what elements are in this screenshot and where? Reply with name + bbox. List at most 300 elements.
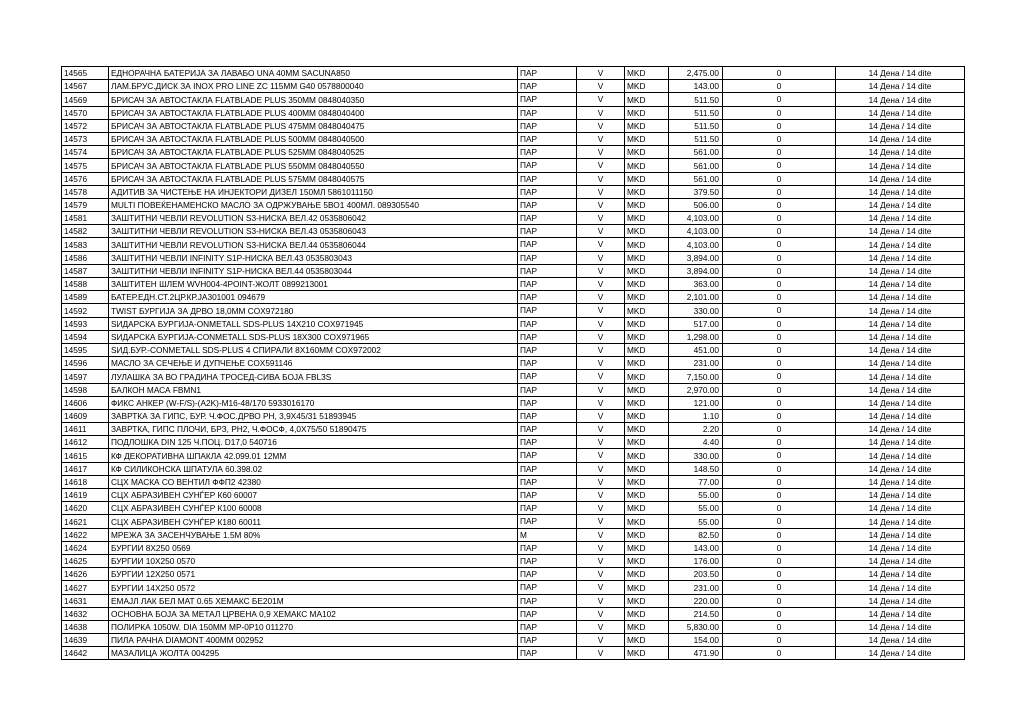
delivery-term: 14 Дена / 14 dite — [836, 475, 965, 488]
vat-flag: V — [577, 67, 625, 80]
item-code: 14597 — [62, 370, 109, 383]
table-row — [62, 225, 965, 238]
table-row — [62, 119, 965, 132]
unit-price: 330.00 — [669, 304, 723, 317]
currency: MKD — [625, 515, 669, 528]
table-row — [62, 264, 965, 277]
item-code: 14583 — [62, 238, 109, 251]
delivery-term: 14 Дена / 14 dite — [836, 146, 965, 159]
unit-price: 379.50 — [669, 185, 723, 198]
delivery-term: 14 Дена / 14 dite — [836, 317, 965, 330]
delivery-term: 14 Дена / 14 dite — [836, 423, 965, 436]
unit-of-measure: ПАР — [518, 409, 577, 422]
vat-flag: V — [577, 515, 625, 528]
vat-flag: V — [577, 212, 625, 225]
item-code: 14573 — [62, 132, 109, 145]
table-row — [62, 462, 965, 475]
unit-price: 471.90 — [669, 647, 723, 660]
quantity: 0 — [723, 370, 836, 383]
item-description: МАСЛО ЗА СЕЧЕЊЕ И ДУПЧЕЊЕ COX591146 — [109, 357, 518, 370]
unit-of-measure: ПАР — [518, 185, 577, 198]
item-description: БУРГИИ 14Х250 0572 — [109, 581, 518, 594]
table-row — [62, 212, 965, 225]
unit-of-measure: ПАР — [518, 317, 577, 330]
item-description: СЦХ АБРАЗИВЕН СУНЃЕР К100 60008 — [109, 502, 518, 515]
item-code: 14639 — [62, 634, 109, 647]
unit-price: 55.00 — [669, 489, 723, 502]
unit-of-measure: ПАР — [518, 594, 577, 607]
item-code: 14632 — [62, 607, 109, 620]
table-row — [62, 449, 965, 462]
quantity: 0 — [723, 146, 836, 159]
table-row — [62, 370, 965, 383]
currency: MKD — [625, 581, 669, 594]
unit-of-measure: ПАР — [518, 67, 577, 80]
item-code: 14625 — [62, 554, 109, 567]
currency: MKD — [625, 132, 669, 145]
delivery-term: 14 Дена / 14 dite — [836, 93, 965, 106]
unit-price: 511.50 — [669, 106, 723, 119]
unit-of-measure: ПАР — [518, 132, 577, 145]
table-row — [62, 146, 965, 159]
delivery-term: 14 Дена / 14 dite — [836, 515, 965, 528]
table-row — [62, 423, 965, 436]
quantity: 0 — [723, 357, 836, 370]
item-code: 14589 — [62, 291, 109, 304]
unit-of-measure: ПАР — [518, 291, 577, 304]
quantity: 0 — [723, 185, 836, 198]
quantity: 0 — [723, 212, 836, 225]
vat-flag: V — [577, 396, 625, 409]
unit-of-measure: ПАР — [518, 225, 577, 238]
currency: MKD — [625, 634, 669, 647]
item-code: 14582 — [62, 225, 109, 238]
currency: MKD — [625, 317, 669, 330]
unit-price: 2,475.00 — [669, 67, 723, 80]
item-code: 14612 — [62, 436, 109, 449]
vat-flag: V — [577, 581, 625, 594]
table-row — [62, 357, 965, 370]
unit-of-measure: ПАР — [518, 449, 577, 462]
item-code: 14627 — [62, 581, 109, 594]
item-code: 14576 — [62, 172, 109, 185]
item-code: 14617 — [62, 462, 109, 475]
item-description: БУРГИИ 10Х250 0570 — [109, 554, 518, 567]
vat-flag: V — [577, 106, 625, 119]
unit-price: 2.20 — [669, 423, 723, 436]
unit-of-measure: ПАР — [518, 251, 577, 264]
quantity: 0 — [723, 251, 836, 264]
item-code: 14574 — [62, 146, 109, 159]
item-code: 14631 — [62, 594, 109, 607]
table-row — [62, 278, 965, 291]
item-code: 14587 — [62, 264, 109, 277]
quantity: 0 — [723, 106, 836, 119]
table-row — [62, 528, 965, 541]
quantity: 0 — [723, 568, 836, 581]
unit-of-measure: ПАР — [518, 304, 577, 317]
unit-of-measure: М — [518, 528, 577, 541]
table-row — [62, 93, 965, 106]
unit-price: 517.00 — [669, 317, 723, 330]
item-code: 14642 — [62, 647, 109, 660]
vat-flag: V — [577, 502, 625, 515]
vat-flag: V — [577, 198, 625, 211]
item-description: СЦХ АБРАЗИВЕН СУНЃЕР К180 60011 — [109, 515, 518, 528]
item-description: МАЗАЛИЦА ЖОЛТА 004295 — [109, 647, 518, 660]
unit-of-measure: ПАР — [518, 146, 577, 159]
unit-price: 511.50 — [669, 119, 723, 132]
item-code: 14579 — [62, 198, 109, 211]
currency: MKD — [625, 620, 669, 633]
unit-of-measure: ПАР — [518, 475, 577, 488]
currency: MKD — [625, 396, 669, 409]
quantity: 0 — [723, 581, 836, 594]
item-code: 14586 — [62, 251, 109, 264]
vat-flag: V — [577, 620, 625, 633]
item-description: ПОДЛОШКА DIN 125 Ч.ПОЦ. D17,0 540716 — [109, 436, 518, 449]
vat-flag: V — [577, 291, 625, 304]
vat-flag: V — [577, 238, 625, 251]
quantity: 0 — [723, 449, 836, 462]
table-row — [62, 343, 965, 356]
quantity: 0 — [723, 607, 836, 620]
item-code: 14570 — [62, 106, 109, 119]
vat-flag: V — [577, 634, 625, 647]
table-row — [62, 251, 965, 264]
currency: MKD — [625, 541, 669, 554]
unit-of-measure: ПАР — [518, 343, 577, 356]
item-description: ЕДНОРАЧНА БАТЕРИЈА ЗА ЛАВАБО UNA 40MM SACUNA850 — [109, 67, 518, 80]
vat-flag: V — [577, 304, 625, 317]
vat-flag: V — [577, 647, 625, 660]
currency: MKD — [625, 225, 669, 238]
unit-price: 1.10 — [669, 409, 723, 422]
vat-flag: V — [577, 383, 625, 396]
table-row — [62, 475, 965, 488]
delivery-term: 14 Дена / 14 dite — [836, 370, 965, 383]
delivery-term: 14 Дена / 14 dite — [836, 554, 965, 567]
currency: MKD — [625, 357, 669, 370]
delivery-term: 14 Дена / 14 dite — [836, 278, 965, 291]
currency: MKD — [625, 93, 669, 106]
item-description: ЕМАЈЛ ЛАК БЕЛ МАТ 0.65 ХЕМАКС БЕ201М — [109, 594, 518, 607]
unit-price: 330.00 — [669, 449, 723, 462]
vat-flag: V — [577, 80, 625, 93]
quantity: 0 — [723, 172, 836, 185]
currency: MKD — [625, 251, 669, 264]
currency: MKD — [625, 554, 669, 567]
item-code: 14606 — [62, 396, 109, 409]
item-description: ПОЛИРКА 1050W. DIA 150MM MP-0P10 011270 — [109, 620, 518, 633]
table-row — [62, 396, 965, 409]
item-description: БАЛКОН МАСА FBMN1 — [109, 383, 518, 396]
item-code: 14618 — [62, 475, 109, 488]
quantity: 0 — [723, 528, 836, 541]
delivery-term: 14 Дена / 14 dite — [836, 172, 965, 185]
quantity: 0 — [723, 475, 836, 488]
table-row — [62, 541, 965, 554]
delivery-term: 14 Дена / 14 dite — [836, 212, 965, 225]
table-row — [62, 554, 965, 567]
item-code: 14567 — [62, 80, 109, 93]
quantity: 0 — [723, 67, 836, 80]
currency: MKD — [625, 146, 669, 159]
table-row — [62, 515, 965, 528]
item-description: БУРГИИ 12Х250 0571 — [109, 568, 518, 581]
table-row — [62, 304, 965, 317]
unit-of-measure: ПАР — [518, 172, 577, 185]
currency: MKD — [625, 330, 669, 343]
item-code: 14578 — [62, 185, 109, 198]
unit-of-measure: ПАР — [518, 198, 577, 211]
vat-flag: V — [577, 436, 625, 449]
delivery-term: 14 Дена / 14 dite — [836, 251, 965, 264]
delivery-term: 14 Дена / 14 dite — [836, 647, 965, 660]
delivery-term: 14 Дена / 14 dite — [836, 383, 965, 396]
delivery-term: 14 Дена / 14 dite — [836, 581, 965, 594]
item-description: MULTI ПОВЕЌЕНАМЕНСКО МАСЛО ЗА ОДРЖУВАЊЕ 5ВО1 400МЛ. 089305540 — [109, 198, 518, 211]
currency: MKD — [625, 291, 669, 304]
unit-price: 4.40 — [669, 436, 723, 449]
unit-price: 561.00 — [669, 172, 723, 185]
currency: MKD — [625, 172, 669, 185]
currency: MKD — [625, 647, 669, 660]
delivery-term: 14 Дена / 14 dite — [836, 264, 965, 277]
vat-flag: V — [577, 409, 625, 422]
quantity: 0 — [723, 620, 836, 633]
unit-price: 214.50 — [669, 607, 723, 620]
delivery-term: 14 Дена / 14 dite — [836, 159, 965, 172]
vat-flag: V — [577, 423, 625, 436]
currency: MKD — [625, 607, 669, 620]
quantity: 0 — [723, 409, 836, 422]
item-description: БРИСАЧ ЗА АВТОСТАКЛА FLATBLADE PLUS 350MM 0848040350 — [109, 93, 518, 106]
delivery-term: 14 Дена / 14 dite — [836, 449, 965, 462]
unit-price: 451.00 — [669, 343, 723, 356]
item-description: ЗАШТИТНИ ЧЕВЛИ REVOLUTION S3-НИСКА ВЕЛ.42 0535806042 — [109, 212, 518, 225]
unit-price: 55.00 — [669, 502, 723, 515]
delivery-term: 14 Дена / 14 dite — [836, 343, 965, 356]
unit-price: 176.00 — [669, 554, 723, 567]
unit-of-measure: ПАР — [518, 423, 577, 436]
quantity: 0 — [723, 594, 836, 607]
currency: MKD — [625, 106, 669, 119]
item-description: БАТЕР.ЕДН.СТ.2ЦР.КР.ЈА301001 094679 — [109, 291, 518, 304]
unit-of-measure: ПАР — [518, 607, 577, 620]
unit-of-measure: ПАР — [518, 436, 577, 449]
currency: MKD — [625, 159, 669, 172]
item-code: 14595 — [62, 343, 109, 356]
table-row — [62, 620, 965, 633]
currency: MKD — [625, 185, 669, 198]
item-code: 14611 — [62, 423, 109, 436]
unit-price: 77.00 — [669, 475, 723, 488]
currency: MKD — [625, 449, 669, 462]
unit-price: 2,970.00 — [669, 383, 723, 396]
item-description: TWIST БУРГИЈА ЗА ДРВО 18,0ММ COX972180 — [109, 304, 518, 317]
item-description: АДИТИВ ЗА ЧИСТЕЊЕ НА ИНЈЕКТОРИ ДИЗЕЛ 150МЛ 5861011150 — [109, 185, 518, 198]
unit-of-measure: ПАР — [518, 119, 577, 132]
item-description: БРИСАЧ ЗА АВТОСТАКЛА FLATBLADE PLUS 575MM 0848040575 — [109, 172, 518, 185]
quantity: 0 — [723, 330, 836, 343]
delivery-term: 14 Дена / 14 dite — [836, 119, 965, 132]
delivery-term: 14 Дена / 14 dite — [836, 304, 965, 317]
item-description: ФИКС АНКЕР (W-F/S)-(A2K)-M16-48/170 5933016170 — [109, 396, 518, 409]
vat-flag: V — [577, 357, 625, 370]
quantity: 0 — [723, 647, 836, 660]
item-code: 14620 — [62, 502, 109, 515]
quantity: 0 — [723, 80, 836, 93]
unit-price: 3,894.00 — [669, 264, 723, 277]
quantity: 0 — [723, 515, 836, 528]
currency: MKD — [625, 278, 669, 291]
item-code: 14565 — [62, 67, 109, 80]
quantity: 0 — [723, 541, 836, 554]
unit-of-measure: ПАР — [518, 330, 577, 343]
item-code: 14592 — [62, 304, 109, 317]
item-description: ЗАШТИТНИ ЧЕВЛИ REVOLUTION S3-НИСКА ВЕЛ.43 0535806043 — [109, 225, 518, 238]
unit-price: 506.00 — [669, 198, 723, 211]
delivery-term: 14 Дена / 14 dite — [836, 462, 965, 475]
item-code: 14622 — [62, 528, 109, 541]
item-description: БРИСАЧ ЗА АВТОСТАКЛА FLATBLADE PLUS 400MM 0848040400 — [109, 106, 518, 119]
item-description: ЗАВРТКА ЗА ГИПС, БУР. Ч.ФОС.ДРВО PH, 3,9X45/31 51893945 — [109, 409, 518, 422]
table-row — [62, 238, 965, 251]
table-row — [62, 383, 965, 396]
table-row — [62, 409, 965, 422]
currency: MKD — [625, 304, 669, 317]
vat-flag: V — [577, 568, 625, 581]
currency: MKD — [625, 594, 669, 607]
unit-of-measure: ПАР — [518, 370, 577, 383]
delivery-term: 14 Дена / 14 dite — [836, 67, 965, 80]
vat-flag: V — [577, 172, 625, 185]
delivery-term: 14 Дена / 14 dite — [836, 409, 965, 422]
delivery-term: 14 Дена / 14 dite — [836, 396, 965, 409]
vat-flag: V — [577, 330, 625, 343]
table-row — [62, 594, 965, 607]
quantity: 0 — [723, 264, 836, 277]
vat-flag: V — [577, 132, 625, 145]
item-description: ЗАШТИТНИ ЧЕВЛИ INFINITY S1P-НИСКА ВЕЛ.44 0535803044 — [109, 264, 518, 277]
delivery-term: 14 Дена / 14 dite — [836, 607, 965, 620]
item-code: 14615 — [62, 449, 109, 462]
price-list-body — [62, 67, 965, 660]
quantity: 0 — [723, 423, 836, 436]
currency: MKD — [625, 568, 669, 581]
item-description: БРИСАЧ ЗА АВТОСТАКЛА FLATBLADE PLUS 550MM 0848040550 — [109, 159, 518, 172]
vat-flag: V — [577, 146, 625, 159]
quantity: 0 — [723, 489, 836, 502]
vat-flag: V — [577, 594, 625, 607]
unit-price: 1,298.00 — [669, 330, 723, 343]
unit-of-measure: ПАР — [518, 581, 577, 594]
table-row — [62, 67, 965, 80]
vat-flag: V — [577, 93, 625, 106]
delivery-term: 14 Дена / 14 dite — [836, 132, 965, 145]
quantity: 0 — [723, 132, 836, 145]
vat-flag: V — [577, 317, 625, 330]
item-code: 14588 — [62, 278, 109, 291]
vat-flag: V — [577, 541, 625, 554]
quantity: 0 — [723, 343, 836, 356]
currency: MKD — [625, 489, 669, 502]
item-code: 14569 — [62, 93, 109, 106]
delivery-term: 14 Дена / 14 dite — [836, 185, 965, 198]
unit-of-measure: ПАР — [518, 462, 577, 475]
unit-of-measure: ПАР — [518, 357, 577, 370]
vat-flag: V — [577, 449, 625, 462]
quantity: 0 — [723, 554, 836, 567]
unit-of-measure: ПАР — [518, 80, 577, 93]
delivery-term: 14 Дена / 14 dite — [836, 528, 965, 541]
item-code: 14575 — [62, 159, 109, 172]
delivery-term: 14 Дена / 14 dite — [836, 541, 965, 554]
currency: MKD — [625, 67, 669, 80]
vat-flag: V — [577, 343, 625, 356]
quantity: 0 — [723, 119, 836, 132]
unit-price: 203.50 — [669, 568, 723, 581]
item-description: ЗАШТИТЕН ШЛЕМ WVH004-4POINT-ЖОЛТ 0899213001 — [109, 278, 518, 291]
unit-of-measure: ПАР — [518, 264, 577, 277]
item-code: 14572 — [62, 119, 109, 132]
delivery-term: 14 Дена / 14 dite — [836, 357, 965, 370]
vat-flag: V — [577, 462, 625, 475]
unit-of-measure: ПАР — [518, 238, 577, 251]
currency: MKD — [625, 264, 669, 277]
unit-of-measure: ПАР — [518, 383, 577, 396]
quantity: 0 — [723, 462, 836, 475]
currency: MKD — [625, 502, 669, 515]
vat-flag: V — [577, 185, 625, 198]
item-description: ЗАШТИТНИ ЧЕВЛИ REVOLUTION S3-НИСКА ВЕЛ.44 0535806044 — [109, 238, 518, 251]
item-description: БРИСАЧ ЗА АВТОСТАКЛА FLATBLADE PLUS 500MM 0848040500 — [109, 132, 518, 145]
unit-of-measure: ПАР — [518, 502, 577, 515]
item-code: 14638 — [62, 620, 109, 633]
unit-of-measure: ПАР — [518, 93, 577, 106]
item-description: ЗАШТИТНИ ЧЕВЛИ INFINITY S1P-НИСКА ВЕЛ.43 0535803043 — [109, 251, 518, 264]
table-row — [62, 291, 965, 304]
item-description: КФ СИЛИКОНСКА ШПАТУЛА 60.398.02 — [109, 462, 518, 475]
quantity: 0 — [723, 634, 836, 647]
vat-flag: V — [577, 251, 625, 264]
unit-of-measure: ПАР — [518, 278, 577, 291]
item-description: КФ ДЕКОРАТИВНА ШПАКЛА 42.099.01 12ММ — [109, 449, 518, 462]
item-code: 14626 — [62, 568, 109, 581]
delivery-term: 14 Дена / 14 dite — [836, 330, 965, 343]
unit-price: 231.00 — [669, 357, 723, 370]
unit-price: 148.50 — [669, 462, 723, 475]
delivery-term: 14 Дена / 14 dite — [836, 198, 965, 211]
unit-price: 511.50 — [669, 132, 723, 145]
unit-price: 511.50 — [669, 93, 723, 106]
quantity: 0 — [723, 502, 836, 515]
delivery-term: 14 Дена / 14 dite — [836, 568, 965, 581]
table-row — [62, 502, 965, 515]
quantity: 0 — [723, 304, 836, 317]
table-row — [62, 106, 965, 119]
currency: MKD — [625, 436, 669, 449]
table-row — [62, 80, 965, 93]
table-row — [62, 159, 965, 172]
currency: MKD — [625, 475, 669, 488]
table-row — [62, 330, 965, 343]
delivery-term: 14 Дена / 14 dite — [836, 106, 965, 119]
quantity: 0 — [723, 93, 836, 106]
unit-of-measure: ПАР — [518, 554, 577, 567]
vat-flag: V — [577, 370, 625, 383]
